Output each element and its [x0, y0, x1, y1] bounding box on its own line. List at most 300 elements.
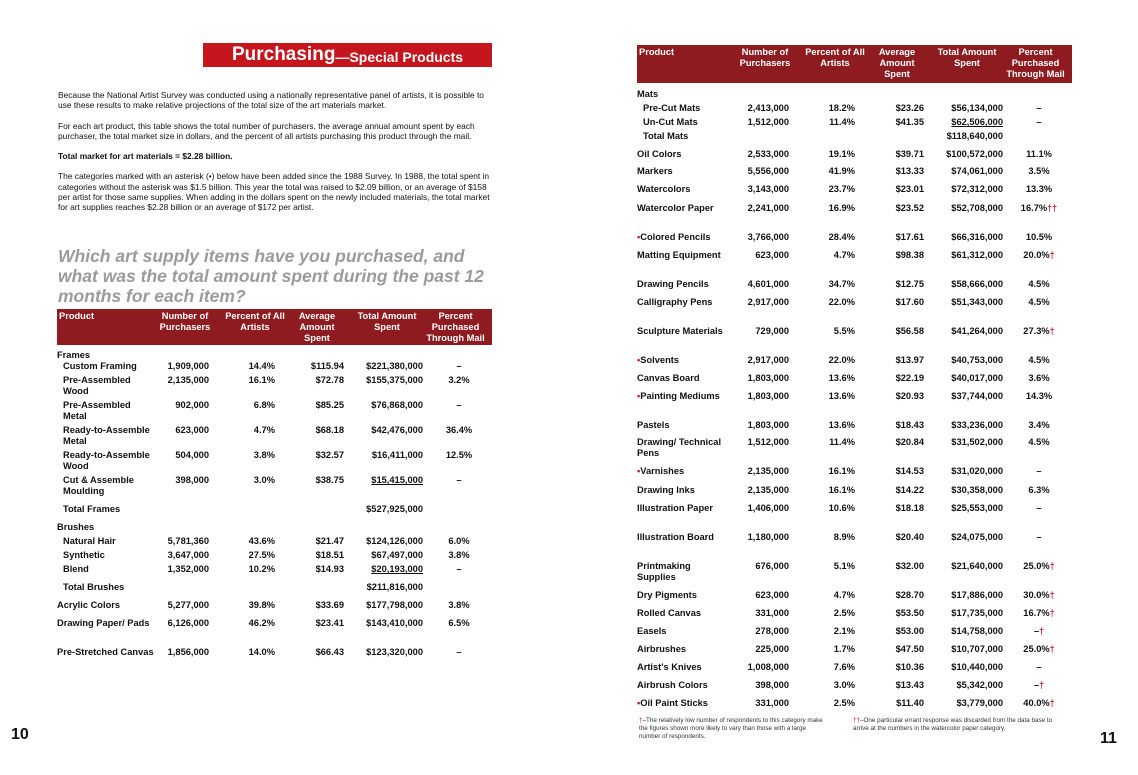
intro-paragraph: Because the National Artist Survey was conducted using a nationally representative panel of artists, it is possible to use these results to make relative projections of the total size of the art materials market.: [58, 90, 484, 111]
left-page: [0, 0, 560, 775]
purchasers-count: 331,000: [755, 608, 789, 618]
total-spent: $52,708,000: [951, 203, 1003, 213]
average-spent: $23.26: [895, 103, 924, 113]
new-category-asterisk: •: [637, 355, 641, 365]
table-row: [637, 166, 1072, 178]
percent-mail: –: [1036, 503, 1042, 513]
table-row: [57, 450, 492, 471]
table-section-heading: [637, 89, 1072, 101]
total-spent: $76,868,000: [371, 400, 423, 410]
product-name: Drawing/ Technical Pens: [637, 437, 722, 458]
purchasers-count: 729,000: [755, 326, 789, 336]
average-spent: $10.36: [895, 662, 924, 672]
table-row: [637, 184, 1072, 196]
table-row: [637, 326, 1072, 338]
product-name: Matting Equipment: [637, 250, 721, 260]
percent-artists: 4.7%: [833, 590, 855, 600]
table-row: [57, 361, 492, 373]
purchasers-count: 1,008,000: [747, 662, 789, 672]
total-spent: $21,640,000: [951, 561, 1003, 571]
percent-mail: –†: [1033, 680, 1045, 690]
table-row: [637, 391, 1072, 403]
table-row: [57, 400, 492, 421]
percent-artists: 7.6%: [833, 662, 855, 672]
new-category-asterisk: •: [637, 391, 641, 401]
table-row: [57, 564, 492, 576]
product-name: •Colored Pencils: [637, 232, 711, 242]
column-header: Number of Purchasers: [739, 47, 791, 68]
total-spent: $123,320,000: [366, 647, 423, 657]
product-name: Drawing Paper/ Pads: [57, 618, 150, 628]
percent-mail: 30.0%†: [1023, 590, 1055, 600]
purchasers-count: 3,143,000: [747, 184, 789, 194]
survey-question: Which art supply items have you purchased, and what was the total amount spent during the past 12 months for each item?: [58, 246, 484, 306]
table-row: [637, 297, 1072, 309]
percent-artists: 6.8%: [253, 400, 275, 410]
percent-mail: –: [456, 647, 462, 657]
table-row: [637, 203, 1072, 215]
product-name: Pre-Stretched Canvas: [57, 647, 154, 657]
percent-artists: 22.0%: [828, 355, 855, 365]
percent-mail: 4.5%: [1028, 297, 1050, 307]
intro-text: [58, 90, 498, 223]
total-spent: $40,753,000: [951, 355, 1003, 365]
average-spent: $98.38: [895, 250, 924, 260]
product-name: Rolled Canvas: [637, 608, 702, 618]
percent-mail: 3.8%: [448, 550, 470, 560]
average-spent: $13.97: [895, 355, 924, 365]
percent-artists: 11.4%: [829, 437, 855, 447]
table-row: [57, 618, 492, 630]
section-subtitle: —Special Products: [335, 48, 464, 65]
product-name: Printmaking Supplies: [637, 561, 691, 582]
percent-artists: 13.6%: [828, 373, 855, 383]
average-spent: $11.40: [896, 698, 924, 708]
dagger-mark: ††: [853, 717, 861, 724]
product-name: Pre-Assembled Metal: [63, 400, 131, 421]
percent-mail: –: [456, 475, 462, 485]
percent-mail: 4.5%: [1028, 355, 1050, 365]
dagger-mark: ††: [1047, 203, 1058, 213]
percent-mail: 10.5%: [1025, 232, 1053, 242]
percent-mail: –: [456, 564, 462, 574]
percent-artists: 5.1%: [833, 561, 855, 571]
average-spent: $68.18: [315, 425, 344, 435]
percent-mail: 6.0%: [448, 536, 470, 546]
percent-mail: 3.4%: [1028, 420, 1050, 430]
table-row: [637, 590, 1072, 602]
column-header: Total Amount Spent: [937, 47, 997, 68]
column-header: Number of Purchasers: [159, 311, 211, 332]
product-name: •Varnishes: [637, 466, 685, 476]
product-name: Easels: [637, 626, 667, 636]
percent-mail: 25.0%†: [1023, 561, 1055, 571]
total-spent: $143,410,000: [366, 618, 423, 628]
purchasers-count: 5,277,000: [167, 600, 209, 610]
table-row: [637, 626, 1072, 638]
percent-mail: –: [456, 400, 462, 410]
column-header: Product: [59, 311, 95, 321]
average-spent: $18.43: [895, 420, 924, 430]
total-spent: $62,506,000: [951, 117, 1003, 127]
total-spent: $10,707,000: [951, 644, 1003, 654]
percent-mail: 6.5%: [448, 618, 470, 628]
percent-mail: 25.0%†: [1023, 644, 1055, 654]
total-spent: $118,640,000: [946, 131, 1003, 141]
purchasers-count: 1,406,000: [747, 503, 789, 513]
average-spent: $13.33: [895, 166, 924, 176]
new-category-asterisk: •: [637, 232, 641, 242]
percent-artists: 3.0%: [833, 680, 855, 690]
product-name: Total Brushes: [63, 582, 125, 592]
table-header: [57, 309, 492, 345]
table-total-row: [57, 504, 492, 516]
table-row: [637, 437, 1072, 458]
dagger-mark: †: [1049, 608, 1055, 618]
total-spent: $58,666,000: [951, 279, 1003, 289]
table-row: [57, 550, 492, 562]
average-spent: $39.71: [895, 149, 924, 159]
product-name: Mats: [637, 89, 659, 99]
purchasers-count: 225,000: [755, 644, 789, 654]
percent-artists: 2.1%: [833, 626, 855, 636]
total-spent: $211,816,000: [366, 582, 423, 592]
percent-mail: 3.8%: [448, 600, 470, 610]
average-spent: $21.47: [315, 536, 344, 546]
table-row: [637, 355, 1072, 367]
table-row: [57, 375, 492, 396]
purchasers-count: 398,000: [755, 680, 789, 690]
percent-artists: 4.7%: [253, 425, 275, 435]
average-spent: $18.18: [895, 503, 924, 513]
percent-mail: –: [1036, 117, 1042, 127]
total-spent: $17,735,000: [951, 608, 1003, 618]
percent-mail: 4.5%: [1028, 437, 1050, 447]
dagger-mark: †: [1049, 326, 1055, 336]
purchasers-count: 623,000: [755, 250, 789, 260]
percent-artists: 11.4%: [829, 117, 855, 127]
product-name: Cut & Assemble Moulding: [63, 475, 134, 496]
table-row: [637, 232, 1072, 244]
average-spent: $53.00: [895, 626, 924, 636]
percent-mail: –: [1036, 466, 1042, 476]
percent-artists: 4.7%: [833, 250, 855, 260]
table-row: [57, 536, 492, 548]
total-spent: $61,312,000: [951, 250, 1003, 260]
average-spent: $66.43: [315, 647, 344, 657]
purchasers-count: 2,413,000: [747, 103, 789, 113]
average-spent: $41.35: [895, 117, 924, 127]
table-row: [637, 485, 1072, 497]
percent-mail: 16.7%†: [1023, 608, 1055, 618]
average-spent: $20.40: [895, 532, 924, 542]
purchasers-count: 676,000: [755, 561, 789, 571]
total-spent: $20,193,000: [371, 564, 423, 574]
purchasers-count: 1,803,000: [747, 420, 789, 430]
product-name: Total Mats: [643, 131, 689, 141]
product-name: Airbrushes: [637, 644, 687, 654]
table-total-row: [57, 582, 492, 594]
total-spent: $17,886,000: [951, 590, 1003, 600]
intro-paragraph: For each art product, this table shows the total number of purchasers, the average annual amount spent by each purchaser, the total market size in dollars, and the percent of all artists purchasing this product through the mail.: [58, 120, 475, 141]
average-spent: $14.22: [895, 485, 924, 495]
table-row: [637, 420, 1072, 432]
percent-mail: –†: [1033, 626, 1045, 636]
total-spent: $527,925,000: [366, 504, 423, 514]
table-row: [637, 608, 1072, 620]
table-row: [637, 149, 1072, 161]
dagger-mark: †: [1049, 590, 1055, 600]
purchasers-count: 5,781,360: [167, 536, 209, 546]
column-header: Percent of All Artists: [805, 47, 865, 68]
table-row: [57, 647, 492, 659]
total-spent: $66,316,000: [951, 232, 1003, 242]
page-number: 10: [11, 726, 29, 743]
average-spent: $47.50: [895, 644, 924, 654]
average-spent: $23.52: [895, 203, 924, 213]
column-header: Total Amount Spent: [357, 311, 417, 332]
page-number: 11: [1100, 730, 1117, 747]
purchasers-count: 1,512,000: [747, 437, 789, 447]
average-spent: $32.57: [315, 450, 344, 460]
table-section-heading: [57, 522, 492, 534]
dagger-mark: †: [1049, 644, 1055, 654]
product-name: Drawing Inks: [637, 485, 695, 495]
average-spent: $23.01: [895, 184, 924, 194]
percent-artists: 16.1%: [828, 485, 855, 495]
purchasers-count: 6,126,000: [167, 618, 209, 628]
average-spent: $12.75: [895, 279, 924, 289]
purchasers-count: 2,917,000: [747, 297, 789, 307]
average-spent: $13.43: [895, 680, 924, 690]
total-spent: $15,415,000: [371, 475, 423, 485]
footnote-double-dagger: ††–One particular errant response was discarded from the data base to arrive at the numbers in the watercolor paper category.: [853, 717, 1053, 732]
table-row: [637, 466, 1072, 478]
table-total-row: [637, 131, 1072, 143]
percent-artists: 3.0%: [253, 475, 275, 485]
total-spent: $30,358,000: [951, 485, 1003, 495]
percent-artists: 2.5%: [833, 608, 855, 618]
purchasers-count: 1,909,000: [167, 361, 209, 371]
average-spent: $33.69: [315, 600, 344, 610]
average-spent: $38.75: [315, 475, 344, 485]
table-row: [637, 644, 1072, 656]
product-name: •Oil Paint Sticks: [637, 698, 708, 708]
right-page: [575, 0, 1138, 775]
percent-mail: –: [1036, 532, 1042, 542]
purchasers-count: 278,000: [755, 626, 789, 636]
percent-mail: 36.4%: [445, 425, 473, 435]
purchasers-count: 902,000: [175, 400, 209, 410]
section-title-bar: [203, 43, 492, 67]
total-spent: $100,572,000: [946, 149, 1003, 159]
product-name: Canvas Board: [637, 373, 700, 383]
column-header: Average Amount Spent: [878, 47, 916, 79]
product-name: Watercolors: [637, 184, 691, 194]
average-spent: $20.84: [895, 437, 924, 447]
percent-mail: 27.3%†: [1023, 326, 1055, 336]
section-title: Purchasing: [231, 44, 336, 65]
product-name: Artist's Knives: [637, 662, 702, 672]
table-row: [637, 103, 1072, 115]
percent-artists: 16.1%: [248, 375, 275, 385]
purchasers-count: 2,135,000: [747, 485, 789, 495]
purchasers-count: 1,803,000: [747, 391, 789, 401]
average-spent: $28.70: [895, 590, 924, 600]
product-name: Brushes: [57, 522, 95, 532]
product-name: Illustration Paper: [637, 503, 713, 513]
table-row: [637, 250, 1072, 262]
dagger-mark: †: [1039, 680, 1045, 690]
total-spent: $177,798,000: [366, 600, 423, 610]
purchasers-count: 3,766,000: [747, 232, 789, 242]
table-row: [637, 698, 1072, 710]
percent-mail: 6.3%: [1028, 485, 1050, 495]
average-spent: $14.93: [315, 564, 344, 574]
table-row: [637, 561, 1072, 582]
purchasers-count: 398,000: [175, 475, 209, 485]
table-row: [57, 600, 492, 612]
new-category-asterisk: •: [637, 698, 641, 708]
table-row: [57, 425, 492, 446]
total-spent: $42,476,000: [371, 425, 423, 435]
percent-artists: 34.7%: [828, 279, 855, 289]
total-spent: $33,236,000: [951, 420, 1003, 430]
product-name: Synthetic: [63, 550, 105, 560]
dagger-mark: †: [1039, 626, 1045, 636]
percent-artists: 14.0%: [248, 647, 275, 657]
percent-artists: 16.9%: [828, 203, 855, 213]
purchasers-count: 5,556,000: [747, 166, 789, 176]
product-name: Frames: [57, 350, 91, 360]
product-name: Dry Pigments: [637, 590, 697, 600]
table-row: [637, 279, 1072, 291]
percent-mail: 3.5%: [1028, 166, 1050, 176]
purchasers-count: 623,000: [175, 425, 209, 435]
intro-paragraph: The categories marked with an asterisk (•) below have been added since the 1988 Survey. In 1988, the total spent in categories without the asterisk was $1.5 billion. This year the total was raised to $2.09 billion, or an average of $158 per artist for those same supplies. When adding in the dollars spent on the newly included materials, the total market for art supplies reaches $2.28 billion or an average of $172 per artist.: [58, 171, 490, 213]
purchasers-count: 2,135,000: [167, 375, 209, 385]
product-name: Natural Hair: [63, 536, 116, 546]
average-spent: $20.93: [895, 391, 924, 401]
total-spent: $25,553,000: [951, 503, 1003, 513]
column-header: Average Amount Spent: [298, 311, 336, 343]
percent-mail: –: [1036, 103, 1042, 113]
table-row: [57, 475, 492, 496]
product-name: Watercolor Paper: [637, 203, 714, 213]
percent-mail: 3.6%: [1028, 373, 1050, 383]
purchasers-count: 2,241,000: [747, 203, 789, 213]
average-spent: $32.00: [895, 561, 924, 571]
percent-artists: 22.0%: [828, 297, 855, 307]
product-name: Sculpture Materials: [637, 326, 723, 336]
percent-artists: 18.2%: [828, 103, 855, 113]
percent-mail: 11.1%: [1026, 149, 1052, 159]
average-spent: $22.19: [895, 373, 924, 383]
table-row: [637, 373, 1072, 385]
total-spent: $5,342,000: [956, 680, 1003, 690]
percent-mail: –: [1036, 662, 1042, 672]
purchasers-count: 1,856,000: [167, 647, 209, 657]
percent-artists: 1.7%: [833, 644, 855, 654]
average-spent: $53.50: [895, 608, 924, 618]
total-spent: $51,343,000: [951, 297, 1003, 307]
total-spent: $14,758,000: [951, 626, 1003, 636]
table-row: [637, 117, 1072, 129]
product-name: Total Frames: [63, 504, 121, 514]
total-spent: $31,502,000: [951, 437, 1003, 447]
product-name: Airbrush Colors: [637, 680, 708, 690]
product-name: Ready-to-Assemble Wood: [63, 450, 150, 471]
percent-mail: 12.5%: [445, 450, 473, 460]
percent-artists: 10.2%: [248, 564, 275, 574]
percent-artists: 10.6%: [828, 503, 855, 513]
percent-artists: 3.8%: [253, 450, 275, 460]
product-name: Custom Framing: [63, 361, 137, 371]
percent-mail: 40.0%†: [1023, 698, 1055, 708]
percent-artists: 41.9%: [828, 166, 855, 176]
total-spent: $3,779,000: [956, 698, 1003, 708]
purchasers-count: 1,803,000: [747, 373, 789, 383]
total-spent: $40,017,000: [951, 373, 1003, 383]
total-spent: $10,440,000: [951, 662, 1003, 672]
percent-mail: 3.2%: [448, 375, 470, 385]
percent-mail: 16.7%††: [1020, 203, 1058, 213]
average-spent: $23.41: [315, 618, 344, 628]
total-spent: $67,497,000: [371, 550, 423, 560]
total-spent: $41,264,000: [951, 326, 1003, 336]
product-name: •Painting Mediums: [637, 391, 720, 401]
total-spent: $56,134,000: [951, 103, 1003, 113]
total-spent: $31,020,000: [951, 466, 1003, 476]
percent-artists: 8.9%: [833, 532, 855, 542]
percent-mail: 13.3%: [1025, 184, 1053, 194]
purchasers-count: 1,180,000: [747, 532, 789, 542]
percent-artists: 46.2%: [248, 618, 275, 628]
product-name: Pastels: [637, 420, 670, 430]
percent-artists: 16.1%: [828, 466, 855, 476]
percent-artists: 19.1%: [828, 149, 855, 159]
dagger-mark: †: [1049, 250, 1055, 260]
percent-mail: 4.5%: [1028, 279, 1050, 289]
table-row: [637, 503, 1072, 515]
total-spent: $155,375,000: [366, 375, 423, 385]
average-spent: $18.51: [315, 550, 344, 560]
average-spent: $17.61: [895, 232, 924, 242]
purchasers-count: 3,647,000: [167, 550, 209, 560]
purchasers-count: 1,512,000: [747, 117, 789, 127]
average-spent: $85.25: [315, 400, 344, 410]
percent-mail: 20.0%†: [1023, 250, 1055, 260]
purchasers-count: 2,917,000: [747, 355, 789, 365]
product-name: Drawing Pencils: [637, 279, 709, 289]
percent-artists: 13.6%: [828, 420, 855, 430]
market-total-statement: Total market for art materials = $2.28 billion.: [58, 151, 233, 162]
table-row: [637, 680, 1072, 692]
purchasers-count: 623,000: [755, 590, 789, 600]
purchasers-count: 2,533,000: [747, 149, 789, 159]
percent-artists: 23.7%: [828, 184, 855, 194]
column-header: Percent Purchased Through Mail: [426, 311, 485, 343]
column-header: Percent of All Artists: [225, 311, 285, 332]
column-header: Product: [639, 47, 675, 57]
product-name: Illustration Board: [637, 532, 714, 542]
total-spent: $221,380,000: [366, 361, 423, 371]
percent-artists: 14.4%: [248, 361, 275, 371]
footnote-single-dagger: †–The relatively low number of respondents to this category make the figures shown more likely to vary than those with a large number of respondents.: [639, 717, 823, 740]
purchasers-count: 4,601,000: [747, 279, 789, 289]
product-name: Calligraphy Pens: [637, 297, 713, 307]
average-spent: $115.94: [310, 361, 344, 371]
